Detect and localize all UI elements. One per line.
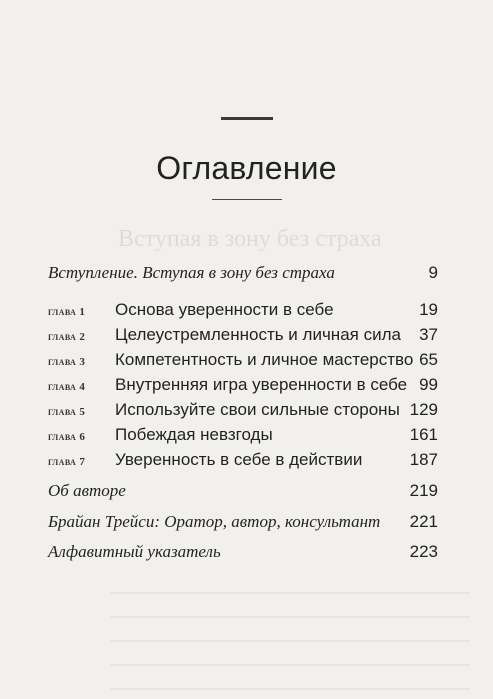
title-underline (212, 199, 282, 200)
toc-entry-chapter-2[interactable] (48, 325, 438, 349)
chapter-number: глава 2 (48, 331, 86, 343)
entry-page-number: 9 (428, 263, 438, 282)
chapter-title: Побеждая невзгоды (115, 425, 273, 444)
entry-page-number: 187 (409, 450, 438, 469)
entry-label: Алфавитный указатель (48, 542, 221, 561)
bleed-through-texture (110, 580, 470, 690)
chapter-title: Целеустремленность и личная сила (115, 325, 401, 344)
bleed-through-text: Вступая в зону без страха (118, 226, 382, 252)
entry-label: Об авторе (48, 481, 126, 500)
toc-entry-chapter-3[interactable] (48, 350, 438, 374)
chapter-number: глава 4 (48, 381, 86, 393)
toc-entry-index[interactable] (48, 542, 438, 566)
chapter-title: Внутренняя игра уверенности в себе (115, 375, 408, 394)
chapter-title: Используйте свои сильные стороны (115, 400, 400, 419)
toc-entry-chapter-6[interactable] (48, 425, 438, 449)
toc-entry-intro[interactable] (48, 263, 438, 287)
chapter-number: глава 1 (48, 306, 86, 318)
toc-entry-chapter-7[interactable] (48, 450, 438, 474)
chapter-title: Основа уверенности в себе (115, 300, 334, 319)
chapter-number: глава 3 (48, 356, 86, 368)
entry-page-number: 37 (419, 325, 438, 344)
entry-label: Брайан Трейси: Оратор, автор, консультант (48, 512, 381, 531)
chapter-number: глава 5 (48, 406, 86, 418)
entry-page-number: 223 (409, 542, 438, 561)
page-title: Оглавление (156, 150, 337, 186)
chapter-number: глава 6 (48, 431, 86, 443)
toc-entry-about-author[interactable] (48, 481, 438, 505)
entry-page-number: 161 (409, 425, 438, 444)
chapter-title: Компетентность и личное мастерство (115, 350, 414, 369)
entry-label: Вступление. Вступая в зону без страха (48, 263, 335, 282)
toc-entry-chapter-1[interactable] (48, 300, 438, 324)
chapter-number: глава 7 (48, 456, 86, 468)
entry-page-number: 65 (419, 350, 438, 369)
toc-entry-brian-tracy[interactable] (48, 512, 438, 536)
entry-page-number: 219 (409, 481, 438, 500)
entry-page-number: 221 (409, 512, 438, 531)
entry-page-number: 99 (419, 375, 438, 394)
toc-entry-chapter-4[interactable] (48, 375, 438, 399)
entry-page-number: 19 (419, 300, 438, 319)
entry-page-number: 129 (409, 400, 438, 419)
chapter-title: Уверенность в себе в действии (115, 450, 363, 469)
toc-entry-chapter-5[interactable] (48, 400, 438, 424)
top-rule (221, 117, 273, 120)
